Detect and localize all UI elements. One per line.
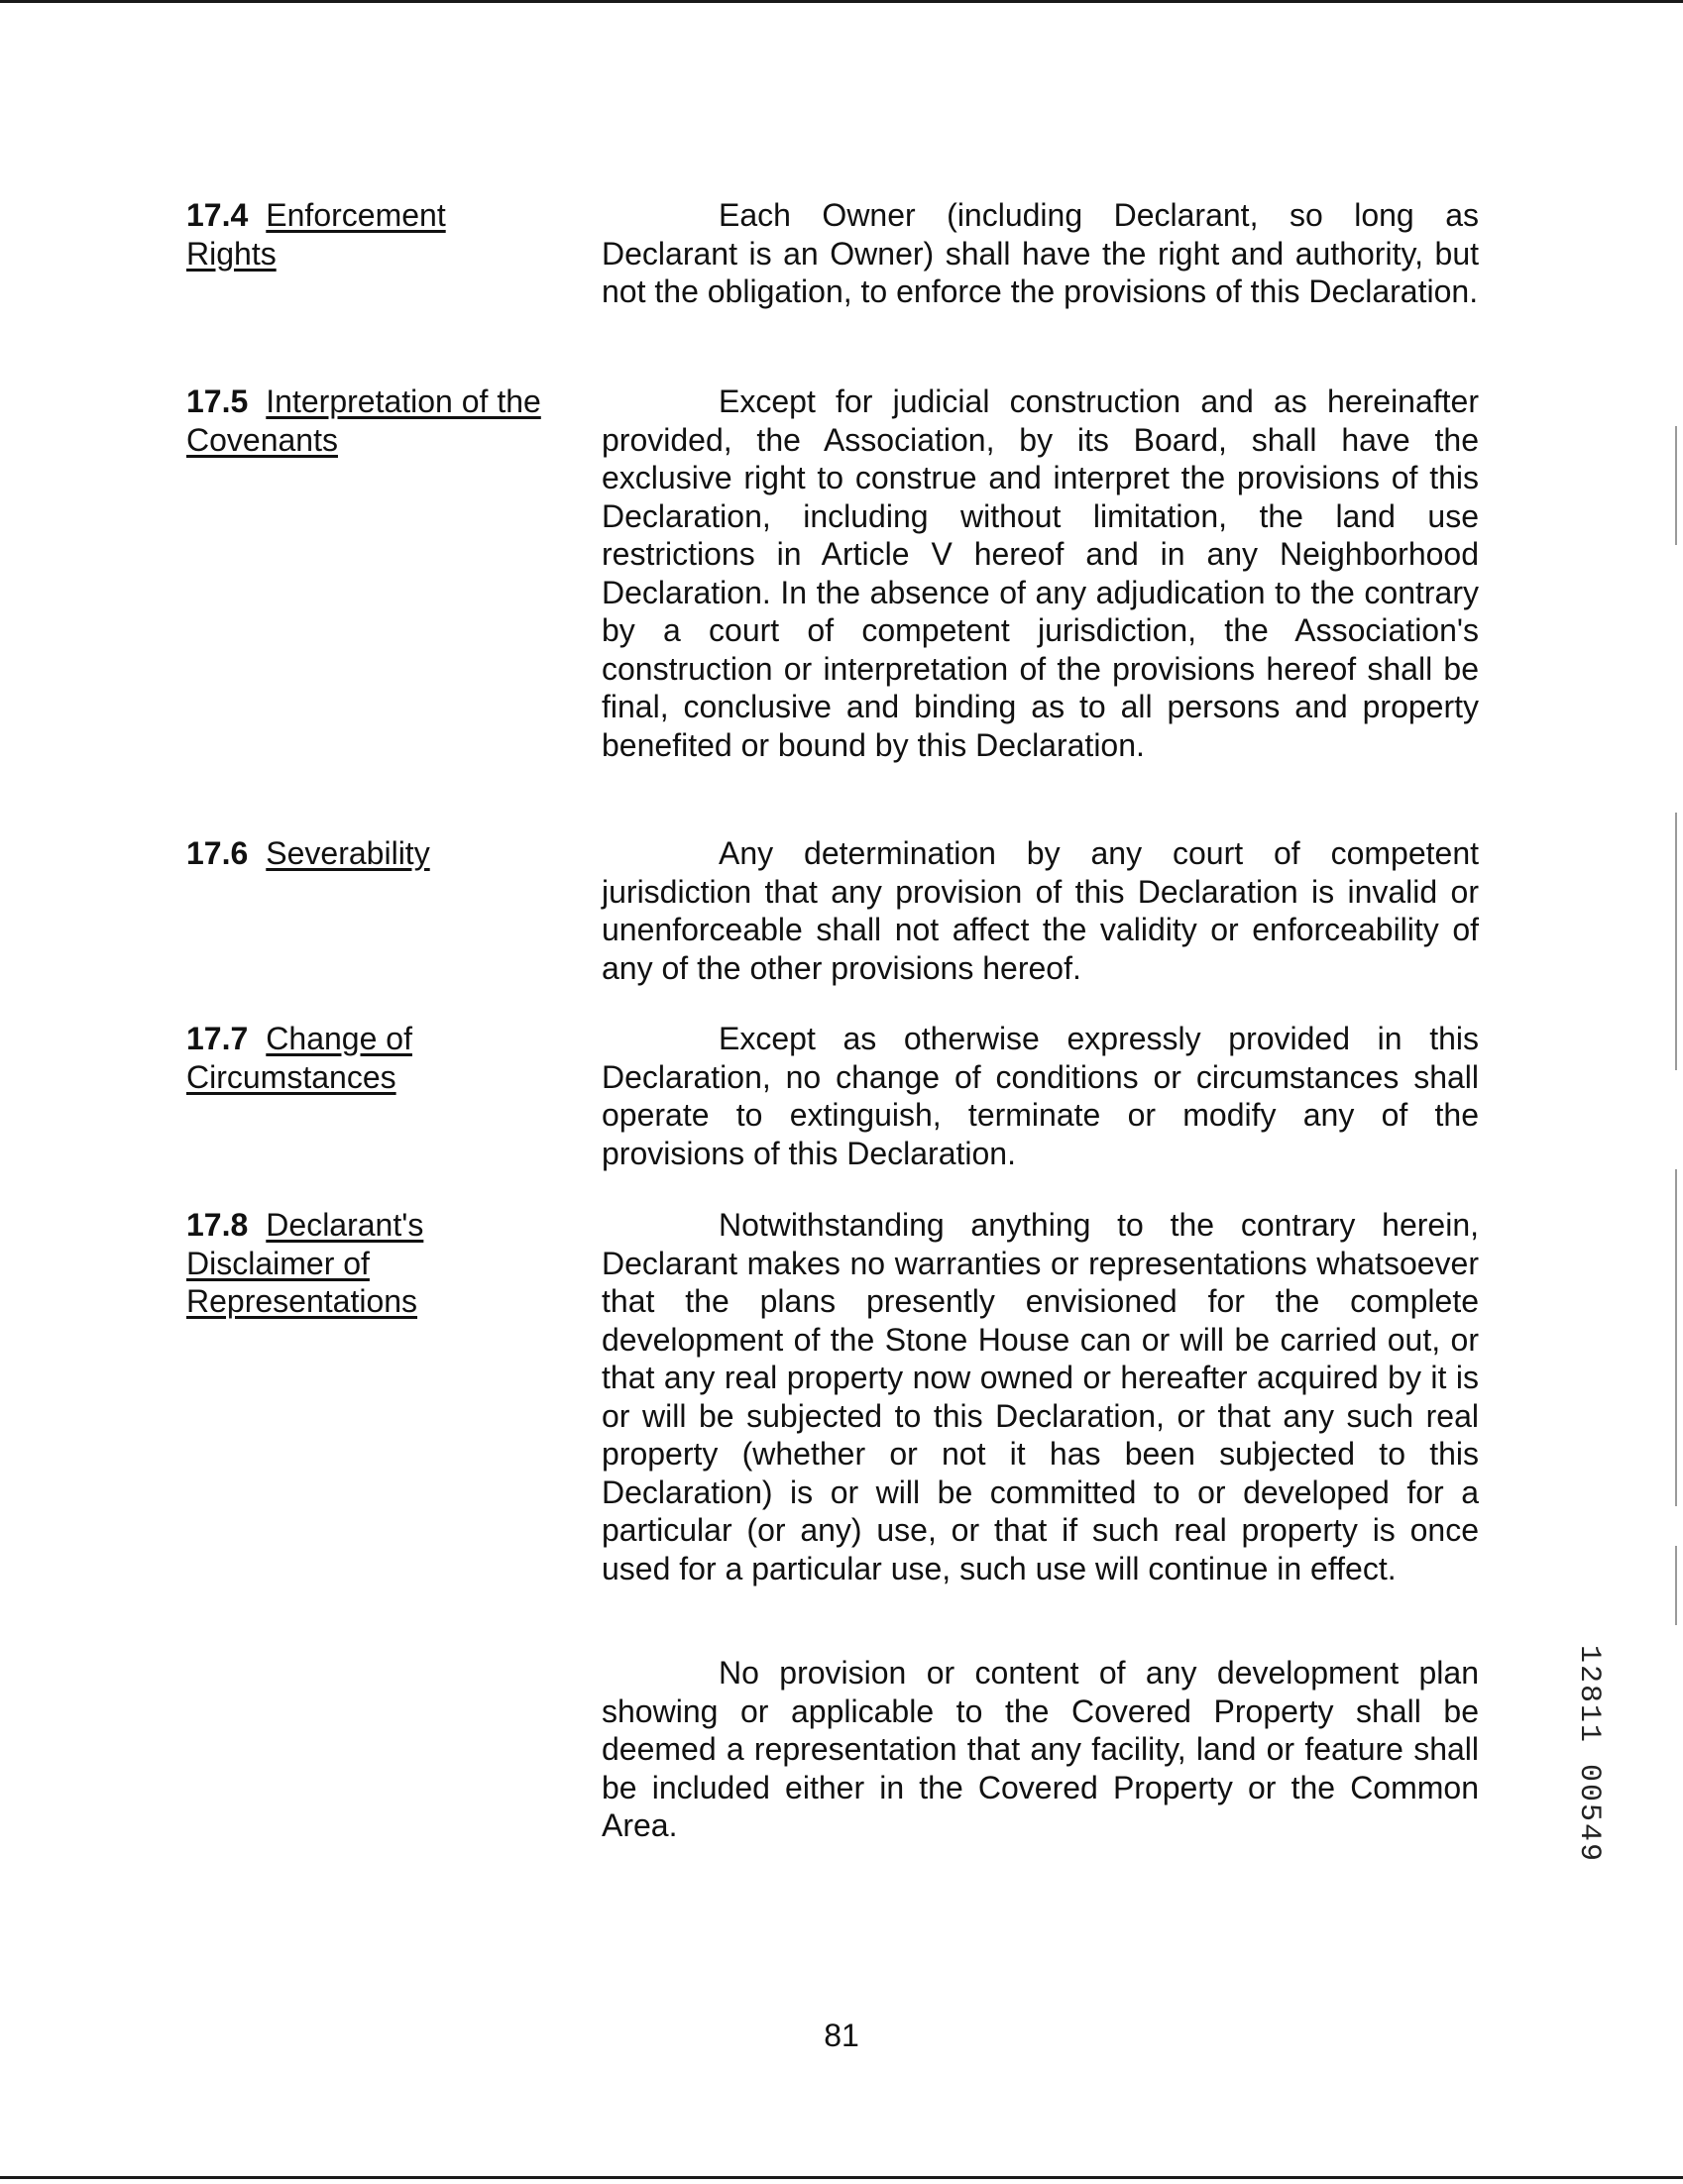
section-paragraph: No provision or content of any development plan showing or applicable to the Covered Property shall be deemed a representation that any facility, land or feature shall be included either in the Covered Property or the Common Area. (602, 1655, 1479, 1843)
section-heading (186, 1020, 484, 1096)
section-number: 17.4 (186, 197, 249, 233)
section-title: Severability (266, 835, 430, 871)
section-title: Interpretation of the Covenants (186, 383, 541, 458)
scan-edge-mark (1675, 1546, 1677, 1625)
section-paragraph: Except as otherwise expressly provided in this Declaration, no change of conditions or circumstances shall operate to extinguish, terminate or modify any of the provisions of this Declaration. (602, 1021, 1479, 1171)
section-number: 17.8 (186, 1207, 249, 1243)
scan-edge-mark (1675, 426, 1677, 545)
section-number: 17.5 (186, 383, 249, 419)
page-number: 81 (824, 2018, 859, 2053)
section-title: Declarant's Disclaimer of Representations (186, 1207, 424, 1319)
section-paragraph: Any determination by any court of competent jurisdiction that any provision of this Declaration is invalid or unenforceable shall not affect the validity or enforceability of any of the other provisions hereof. (602, 835, 1479, 986)
section-title: Change of Circumstances (186, 1021, 412, 1095)
section-heading (186, 834, 523, 873)
scan-edge-mark (1675, 813, 1677, 1070)
section-paragraph: Each Owner (including Declarant, so long as Declarant is an Owner) shall have the right and authority, but not the obligation, to enforce the provisions of this Declaration. (602, 197, 1479, 309)
section-number: 17.6 (186, 835, 249, 871)
scan-edge-mark (1675, 1169, 1677, 1506)
section-heading (186, 1206, 484, 1321)
section-heading (186, 196, 523, 273)
section-paragraph: Except for judicial construction and as hereinafter provided, the Association, by its Board, shall have the exclusive right to construe and interpret the provisions of this Declaration, including without limitation, the land use restrictions in Article V hereof and in any Neighborhood Declaration. In the absence of any adjudication to the contrary by a court of competent jurisdiction, the Association's construction or interpretation of the provisions hereof shall be final, conclusive and binding as to all persons and property benefited or bound by this Declaration. (602, 383, 1479, 763)
section-heading (186, 382, 543, 459)
section-title: Enforcement Rights (186, 197, 446, 272)
section-number: 17.7 (186, 1021, 249, 1056)
recording-stamp: 12811 00549 (1572, 1645, 1606, 1864)
scan-border-bottom (0, 2176, 1683, 2179)
section-paragraph: Notwithstanding anything to the contrary herein, Declarant makes no warranties or representations whatsoever that the plans presently envisioned for the complete development of the Stone House can or will be carried out, or that any real property now owned or hereafter acquired by it is or will be subjected to this Declaration, or that any such real property (whether or not it has been subjected to this Declaration) is or will be committed to or developed for a particular (or any) use, or that if such real property is once used for a particular use, such use will continue in effect. (602, 1207, 1479, 1586)
scan-border-top (0, 0, 1683, 3)
